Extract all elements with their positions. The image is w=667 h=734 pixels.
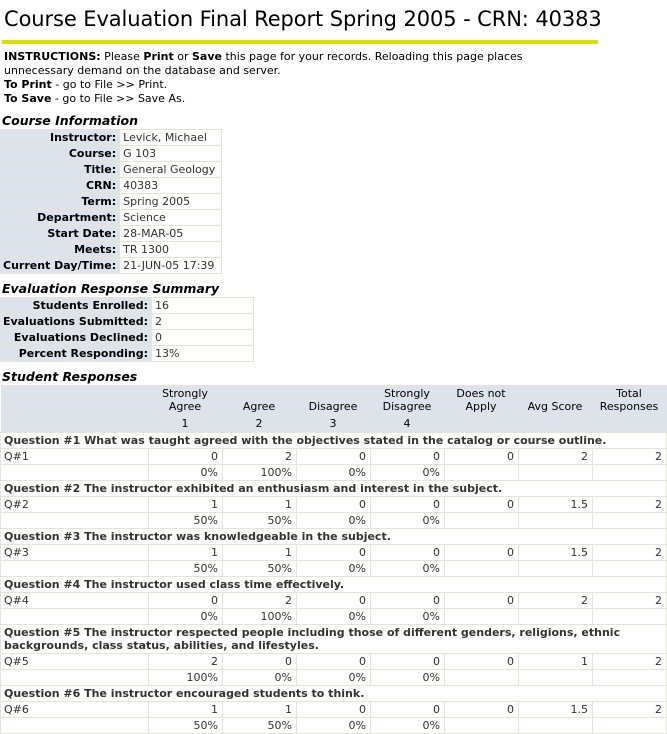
percent-cell: 50% xyxy=(149,513,223,529)
course-information-heading: Course Information xyxy=(2,113,139,128)
count-cell: 2 xyxy=(223,449,297,465)
eval-summary-value: 13% xyxy=(152,346,254,362)
scale-number-4: 3 xyxy=(297,416,371,433)
page-title: Course Evaluation Final Report Spring 2005 - CRN: 40383 xyxy=(4,7,602,31)
course-info-row xyxy=(0,226,222,242)
total-responses-cell: 2 xyxy=(593,497,667,513)
course-info-label: Instructor: xyxy=(0,130,120,146)
count-cell: 2 xyxy=(149,654,223,670)
course-info-row xyxy=(0,258,222,274)
percent-cell: 100% xyxy=(223,465,297,481)
eval-summary-value: 16 xyxy=(152,298,254,314)
evaluation-summary-table xyxy=(0,297,254,362)
count-cell: 0 xyxy=(149,449,223,465)
count-cell: 0 xyxy=(223,654,297,670)
instructions-block xyxy=(0,44,600,106)
question-row-label: Q#6 xyxy=(1,702,149,718)
total-responses-cell: 2 xyxy=(593,593,667,609)
question-text-row xyxy=(1,686,667,702)
avg-score-cell: 2 xyxy=(519,593,593,609)
course-info-row xyxy=(0,146,222,162)
percent-cell: 100% xyxy=(149,670,223,686)
question-counts-row xyxy=(1,497,667,513)
percent-row-label xyxy=(1,718,149,734)
percent-cell: 50% xyxy=(149,561,223,577)
percent-cell: 0% xyxy=(371,718,445,734)
percent-cell: 100% xyxy=(223,609,297,625)
count-cell: 0 xyxy=(371,654,445,670)
column-header-8: Total Responses xyxy=(593,386,667,416)
course-info-row xyxy=(0,242,222,258)
empty-cell xyxy=(593,513,667,529)
avg-score-cell: 1.5 xyxy=(519,702,593,718)
count-cell: 1 xyxy=(149,545,223,561)
percent-cell: 0% xyxy=(371,465,445,481)
scale-number-8 xyxy=(593,416,667,433)
empty-cell xyxy=(593,718,667,734)
question-text: Question #3 The instructor was knowledgeable in the subject. xyxy=(1,529,667,545)
eval-summary-value: 2 xyxy=(152,314,254,330)
eval-summary-label: Percent Responding: xyxy=(0,346,152,362)
percent-cell: 0% xyxy=(297,718,371,734)
student-responses-table xyxy=(0,385,667,734)
empty-cell xyxy=(445,465,519,481)
percent-cell: 50% xyxy=(149,718,223,734)
percent-row-label xyxy=(1,670,149,686)
percent-cell: 0% xyxy=(297,670,371,686)
percent-row-label xyxy=(1,465,149,481)
column-header-1 xyxy=(1,386,149,416)
course-info-label: Term: xyxy=(0,194,120,210)
percent-cell: 0% xyxy=(297,609,371,625)
count-cell: 1 xyxy=(223,702,297,718)
percent-cell: 0% xyxy=(297,465,371,481)
question-row-label: Q#4 xyxy=(1,593,149,609)
question-percents-row xyxy=(1,465,667,481)
count-cell: 0 xyxy=(149,593,223,609)
column-header-3: Agree xyxy=(223,386,297,416)
empty-cell xyxy=(519,465,593,481)
course-info-label: Start Date: xyxy=(0,226,120,242)
empty-cell xyxy=(445,609,519,625)
column-header-5: Strongly Disagree xyxy=(371,386,445,416)
question-text: Question #4 The instructor used class time effectively. xyxy=(1,577,667,593)
question-counts-row xyxy=(1,593,667,609)
count-cell: 0 xyxy=(445,593,519,609)
course-info-value: Levick, Michael xyxy=(120,130,222,146)
scale-number-1 xyxy=(1,416,149,433)
count-cell: 0 xyxy=(297,449,371,465)
course-info-value: Science xyxy=(120,210,222,226)
course-info-row xyxy=(0,130,222,146)
percent-cell: 0% xyxy=(149,609,223,625)
percent-cell: 50% xyxy=(223,513,297,529)
empty-cell xyxy=(445,670,519,686)
empty-cell xyxy=(519,718,593,734)
count-cell: 0 xyxy=(445,654,519,670)
percent-cell: 0% xyxy=(149,465,223,481)
empty-cell xyxy=(519,561,593,577)
question-text: Question #2 The instructor exhibited an enthusiasm and interest in the subject. xyxy=(1,481,667,497)
responses-scale-row xyxy=(1,416,667,433)
course-info-row xyxy=(0,178,222,194)
course-info-value: Spring 2005 xyxy=(120,194,222,210)
count-cell: 1 xyxy=(149,702,223,718)
scale-number-7 xyxy=(519,416,593,433)
course-info-label: CRN: xyxy=(0,178,120,194)
count-cell: 0 xyxy=(297,545,371,561)
course-info-value: G 103 xyxy=(120,146,222,162)
avg-score-cell: 1.5 xyxy=(519,497,593,513)
count-cell: 1 xyxy=(223,497,297,513)
count-cell: 0 xyxy=(445,449,519,465)
question-counts-row xyxy=(1,545,667,561)
question-text: Question #6 The instructor encouraged students to think. xyxy=(1,686,667,702)
question-percents-row xyxy=(1,513,667,529)
total-responses-cell: 2 xyxy=(593,449,667,465)
course-info-label: Title: xyxy=(0,162,120,178)
course-info-row xyxy=(0,194,222,210)
column-header-4: Disagree xyxy=(297,386,371,416)
percent-cell: 0% xyxy=(371,561,445,577)
course-info-row xyxy=(0,210,222,226)
question-percents-row xyxy=(1,670,667,686)
question-row-label: Q#2 xyxy=(1,497,149,513)
course-info-label: Course: xyxy=(0,146,120,162)
column-header-6: Does not Apply xyxy=(445,386,519,416)
count-cell: 0 xyxy=(445,545,519,561)
count-cell: 0 xyxy=(371,497,445,513)
empty-cell xyxy=(593,609,667,625)
course-information-table xyxy=(0,129,222,274)
print-keyword: Print xyxy=(143,50,174,63)
percent-row-label xyxy=(1,609,149,625)
avg-score-cell: 1.5 xyxy=(519,545,593,561)
total-responses-cell: 2 xyxy=(593,545,667,561)
eval-summary-value: 0 xyxy=(152,330,254,346)
course-info-value: 28-MAR-05 xyxy=(120,226,222,242)
course-info-value: 21-JUN-05 17:39 xyxy=(120,258,222,274)
question-row-label: Q#5 xyxy=(1,654,149,670)
total-responses-cell: 2 xyxy=(593,702,667,718)
eval-summary-row xyxy=(0,330,254,346)
to-save-text: - go to File >> Save As. xyxy=(51,92,186,105)
question-text-row xyxy=(1,625,667,654)
eval-summary-label: Evaluations Declined: xyxy=(0,330,152,346)
question-percents-row xyxy=(1,718,667,734)
evaluation-summary-heading: Evaluation Response Summary xyxy=(2,281,220,296)
eval-summary-label: Evaluations Submitted: xyxy=(0,314,152,330)
empty-cell xyxy=(519,513,593,529)
save-keyword: Save xyxy=(192,50,222,63)
question-text-row xyxy=(1,529,667,545)
course-info-label: Meets: xyxy=(0,242,120,258)
course-info-value: TR 1300 xyxy=(120,242,222,258)
percent-cell: 0% xyxy=(297,513,371,529)
percent-row-label xyxy=(1,513,149,529)
question-text: Question #1 What was taught agreed with the objectives stated in the catalog or course outline. xyxy=(1,433,667,449)
responses-header-row xyxy=(1,386,667,416)
empty-cell xyxy=(593,670,667,686)
question-counts-row xyxy=(1,449,667,465)
course-info-value: 40383 xyxy=(120,178,222,194)
count-cell: 0 xyxy=(371,449,445,465)
percent-cell: 0% xyxy=(371,609,445,625)
column-header-7: Avg Score xyxy=(519,386,593,416)
total-responses-cell: 2 xyxy=(593,654,667,670)
eval-summary-row xyxy=(0,346,254,362)
instructions-text-a: Please xyxy=(100,50,144,63)
question-percents-row xyxy=(1,561,667,577)
count-cell: 0 xyxy=(445,702,519,718)
empty-cell xyxy=(593,561,667,577)
percent-row-label xyxy=(1,561,149,577)
to-save-label: To Save xyxy=(4,92,52,105)
question-text-row xyxy=(1,433,667,449)
instructions-text-c: this page for your records. Reloading this page places unnecessary demand on the database and server. xyxy=(4,50,523,77)
percent-cell: 0% xyxy=(371,670,445,686)
count-cell: 2 xyxy=(223,593,297,609)
to-print-label: To Print xyxy=(4,78,52,91)
count-cell: 0 xyxy=(445,497,519,513)
scale-number-2: 1 xyxy=(149,416,223,433)
instructions-label: INSTRUCTIONS: xyxy=(4,50,101,63)
empty-cell xyxy=(445,718,519,734)
avg-score-cell: 1 xyxy=(519,654,593,670)
empty-cell xyxy=(593,465,667,481)
question-percents-row xyxy=(1,609,667,625)
percent-cell: 0% xyxy=(223,670,297,686)
question-counts-row xyxy=(1,654,667,670)
course-info-row xyxy=(0,162,222,178)
to-print-text: - go to File >> Print. xyxy=(51,78,168,91)
count-cell: 0 xyxy=(371,702,445,718)
avg-score-cell: 2 xyxy=(519,449,593,465)
count-cell: 0 xyxy=(371,593,445,609)
question-row-label: Q#1 xyxy=(1,449,149,465)
count-cell: 0 xyxy=(297,702,371,718)
percent-cell: 50% xyxy=(223,718,297,734)
count-cell: 1 xyxy=(223,545,297,561)
question-text-row xyxy=(1,481,667,497)
count-cell: 0 xyxy=(297,593,371,609)
eval-summary-row xyxy=(0,314,254,330)
empty-cell xyxy=(445,561,519,577)
eval-summary-label: Students Enrolled: xyxy=(0,298,152,314)
question-text-row xyxy=(1,577,667,593)
percent-cell: 50% xyxy=(223,561,297,577)
empty-cell xyxy=(445,513,519,529)
count-cell: 0 xyxy=(297,497,371,513)
empty-cell xyxy=(519,670,593,686)
count-cell: 0 xyxy=(297,654,371,670)
course-info-value: General Geology xyxy=(120,162,222,178)
question-counts-row xyxy=(1,702,667,718)
count-cell: 1 xyxy=(149,497,223,513)
scale-number-3: 2 xyxy=(223,416,297,433)
count-cell: 0 xyxy=(371,545,445,561)
course-info-label: Department: xyxy=(0,210,120,226)
column-header-2: Strongly Agree xyxy=(149,386,223,416)
scale-number-5: 4 xyxy=(371,416,445,433)
question-text: Question #5 The instructor respected people including those of different genders, religions, ethnic backgrounds, class status, abilities, and lifestyles. xyxy=(1,625,667,654)
eval-summary-row xyxy=(0,298,254,314)
scale-number-6 xyxy=(445,416,519,433)
student-responses-heading: Student Responses xyxy=(2,369,138,384)
instructions-text-b: or xyxy=(173,50,192,63)
question-row-label: Q#3 xyxy=(1,545,149,561)
percent-cell: 0% xyxy=(371,513,445,529)
empty-cell xyxy=(519,609,593,625)
percent-cell: 0% xyxy=(297,561,371,577)
course-info-label: Current Day/Time: xyxy=(0,258,120,274)
